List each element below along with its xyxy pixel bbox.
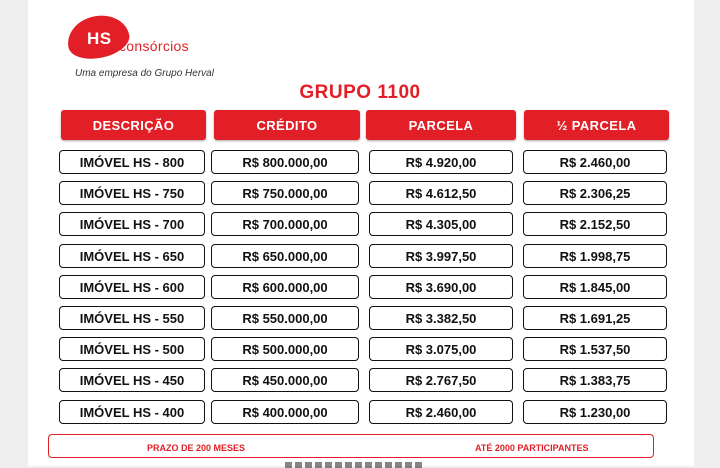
footer-participantes: ATÉ 2000 PARTICIPANTES — [475, 443, 589, 453]
credito-cell: R$ 450.000,00 — [211, 368, 359, 392]
meia-parcela-cell: R$ 2.460,00 — [523, 150, 667, 174]
credito-cell: R$ 400.000,00 — [211, 400, 359, 424]
header-parcela: PARCELA — [366, 110, 516, 140]
meia-parcela-cell: R$ 1.691,25 — [523, 306, 667, 330]
header-meia-parcela: ½ PARCELA — [524, 110, 669, 140]
parcela-cell: R$ 3.382,50 — [369, 306, 513, 330]
credito-cell: R$ 650.000,00 — [211, 244, 359, 268]
meia-parcela-cell: R$ 1.230,00 — [523, 400, 667, 424]
meia-parcela-cell: R$ 1.845,00 — [523, 275, 667, 299]
footer-box — [48, 434, 654, 458]
parcela-cell: R$ 2.767,50 — [369, 368, 513, 392]
header-descricao: DESCRIÇÃO — [61, 110, 206, 140]
descricao-cell: IMÓVEL HS - 400 — [59, 400, 205, 424]
credito-cell: R$ 600.000,00 — [211, 275, 359, 299]
descricao-cell: IMÓVEL HS - 450 — [59, 368, 205, 392]
logo-tagline: Uma empresa do Grupo Herval — [75, 68, 214, 79]
descricao-cell: IMÓVEL HS - 750 — [59, 181, 205, 205]
descricao-cell: IMÓVEL HS - 650 — [59, 244, 205, 268]
parcela-cell: R$ 4.612,50 — [369, 181, 513, 205]
footer-prazo: PRAZO DE 200 MESES — [147, 443, 246, 453]
meia-parcela-cell: R$ 2.306,25 — [523, 181, 667, 205]
parcela-cell: R$ 3.690,00 — [369, 275, 513, 299]
header-credito: CRÉDITO — [214, 110, 360, 140]
parcela-cell: R$ 2.460,00 — [369, 400, 513, 424]
credito-cell: R$ 800.000,00 — [211, 150, 359, 174]
descricao-cell: IMÓVEL HS - 800 — [59, 150, 205, 174]
brand-logo — [67, 14, 227, 79]
meia-parcela-cell: R$ 1.998,75 — [523, 244, 667, 268]
cutoff-text-fragment — [285, 462, 425, 468]
logo-name: consórcios — [119, 38, 189, 54]
parcela-cell: R$ 4.920,00 — [369, 150, 513, 174]
credito-cell: R$ 500.000,00 — [211, 337, 359, 361]
parcela-cell: R$ 3.997,50 — [369, 244, 513, 268]
parcela-cell: R$ 3.075,00 — [369, 337, 513, 361]
credito-cell: R$ 700.000,00 — [211, 212, 359, 236]
meia-parcela-cell: R$ 1.383,75 — [523, 368, 667, 392]
descricao-cell: IMÓVEL HS - 500 — [59, 337, 205, 361]
logo-hs-text: HS — [87, 29, 112, 48]
descricao-cell: IMÓVEL HS - 550 — [59, 306, 205, 330]
descricao-cell: IMÓVEL HS - 600 — [59, 275, 205, 299]
meia-parcela-cell: R$ 1.537,50 — [523, 337, 667, 361]
descricao-cell: IMÓVEL HS - 700 — [59, 212, 205, 236]
group-title: GRUPO 1100 — [299, 82, 421, 103]
meia-parcela-cell: R$ 2.152,50 — [523, 212, 667, 236]
parcela-cell: R$ 4.305,00 — [369, 212, 513, 236]
credito-cell: R$ 550.000,00 — [211, 306, 359, 330]
credito-cell: R$ 750.000,00 — [211, 181, 359, 205]
